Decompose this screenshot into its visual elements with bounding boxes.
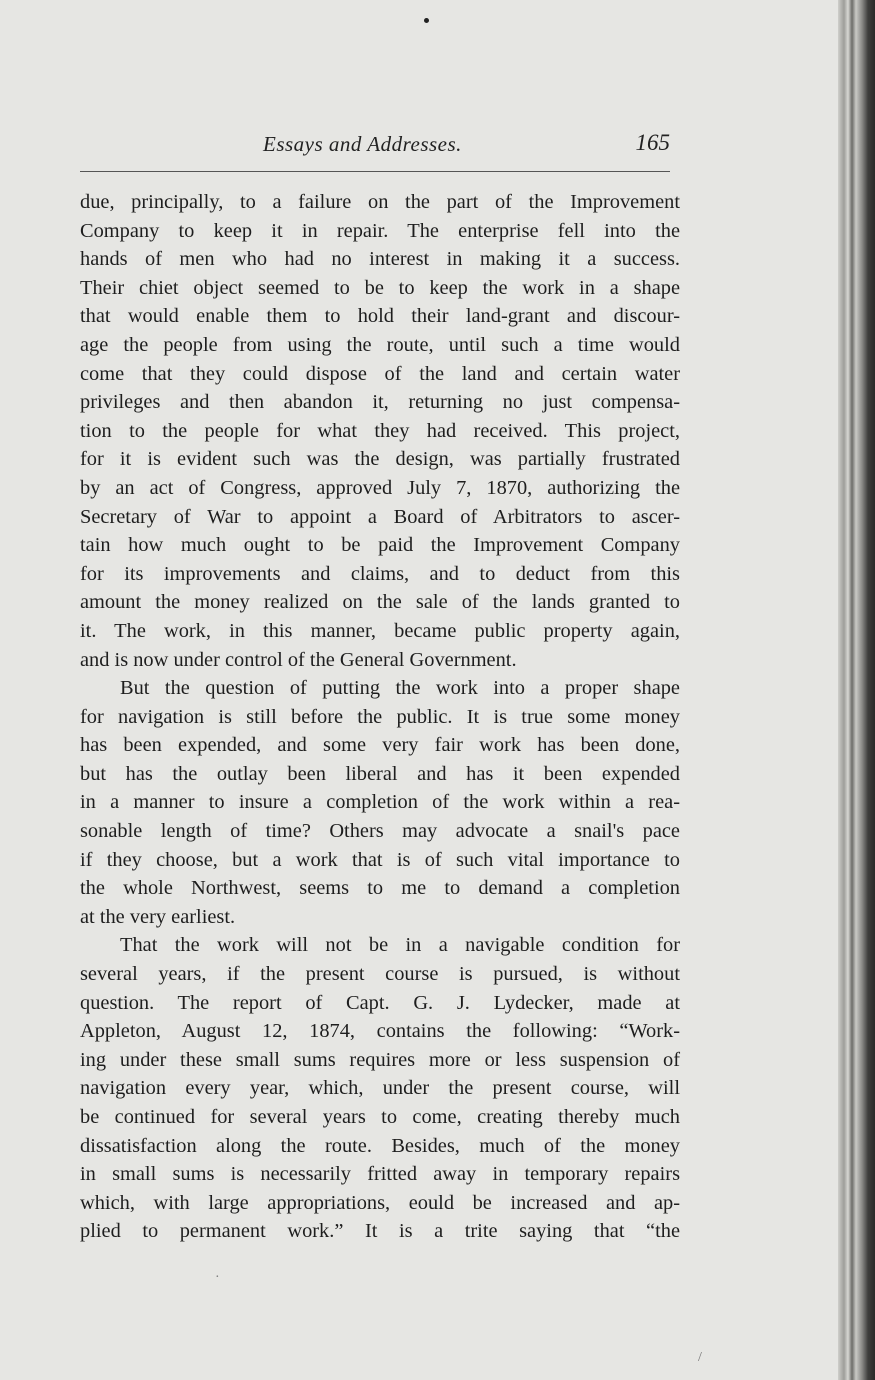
text-line: age the people from using the route, until such a time would <box>80 333 680 356</box>
body-text <box>80 188 680 1246</box>
text-line: it. The work, in this manner, became public property again, <box>80 619 680 642</box>
text-line: tion to the people for what they had received. This project, <box>80 419 680 442</box>
text-line: Company to keep it in repair. The enterprise fell into the <box>80 219 680 242</box>
text-line: Their chiet object seemed to be to keep the work in a shape <box>80 276 680 299</box>
header-rule <box>80 171 670 172</box>
text-line: for its improvements and claims, and to deduct from this <box>80 562 680 585</box>
text-line: That the work will not be in a navigable condition for <box>120 934 680 957</box>
page-blemish: / <box>698 1350 702 1365</box>
text-line: Appleton, August 12, 1874, contains the following: “Work- <box>80 1020 680 1043</box>
text-line: and is now under control of the General Government. <box>80 648 517 671</box>
text-line: plied to permanent work.” It is a trite saying that “the <box>80 1220 680 1243</box>
text-line: navigation every year, which, under the present course, will <box>80 1077 680 1100</box>
text-line: due, principally, to a failure on the part of the Improvement <box>80 191 680 213</box>
text-line: But the question of putting the work into a proper shape <box>120 677 680 700</box>
paragraph <box>80 674 680 931</box>
text-line: the whole Northwest, seems to me to demand a completion <box>80 877 680 900</box>
text-line: tain how much ought to be paid the Improvement Company <box>80 534 680 557</box>
paragraph <box>80 188 680 674</box>
text-line: which, with large appropriations, eould be increased and ap- <box>80 1191 680 1214</box>
text-line: hands of men who had no interest in making it a success. <box>80 248 680 271</box>
text-line: by an act of Congress, approved July 7, 1870, authorizing the <box>80 476 680 499</box>
text-line: Secretary of War to appoint a Board of Arbitrators to ascer- <box>80 505 680 528</box>
ink-speck <box>424 18 429 23</box>
page-header <box>80 128 670 164</box>
running-title: Essays and Addresses. <box>263 132 462 156</box>
text-line: amount the money realized on the sale of the lands granted to <box>80 591 680 614</box>
text-line: but has the outlay been liberal and has it been expended <box>80 762 680 785</box>
text-line: ing under these small sums requires more or less suspension of <box>80 1048 680 1071</box>
text-line: privileges and then abandon it, returning no just compensa- <box>80 391 680 414</box>
text-line: for navigation is still before the public. It is true some money <box>80 705 680 728</box>
text-line: be continued for several years to come, creating thereby much <box>80 1106 680 1128</box>
text-line: for it is evident such was the design, was partially frustrated <box>80 448 680 471</box>
text-line: in a manner to insure a completion of the work within a rea- <box>80 791 680 814</box>
page-number: 165 <box>635 130 670 155</box>
text-line: dissatisfaction along the route. Besides, much of the money <box>80 1134 680 1157</box>
text-line: several years, if the present course is pursued, is without <box>80 963 680 986</box>
text-line: that would enable them to hold their land-grant and discour- <box>80 305 680 328</box>
text-line: sonable length of time? Others may advocate a snail's pace <box>80 820 680 843</box>
text-line: has been expended, and some very fair work has been done, <box>80 734 680 757</box>
text-line: come that they could dispose of the land and certain water <box>80 362 680 385</box>
text-line: question. The report of Capt. G. J. Lydecker, made at <box>80 991 680 1014</box>
book-spine-edge <box>838 0 875 1380</box>
page-blemish: · <box>215 1270 220 1285</box>
text-line: at the very earliest. <box>80 905 236 928</box>
paragraph <box>80 931 680 1246</box>
text-line: if they choose, but a work that is of such vital importance to <box>80 848 680 871</box>
text-line: in small sums is necessarily fritted away in temporary repairs <box>80 1163 680 1186</box>
